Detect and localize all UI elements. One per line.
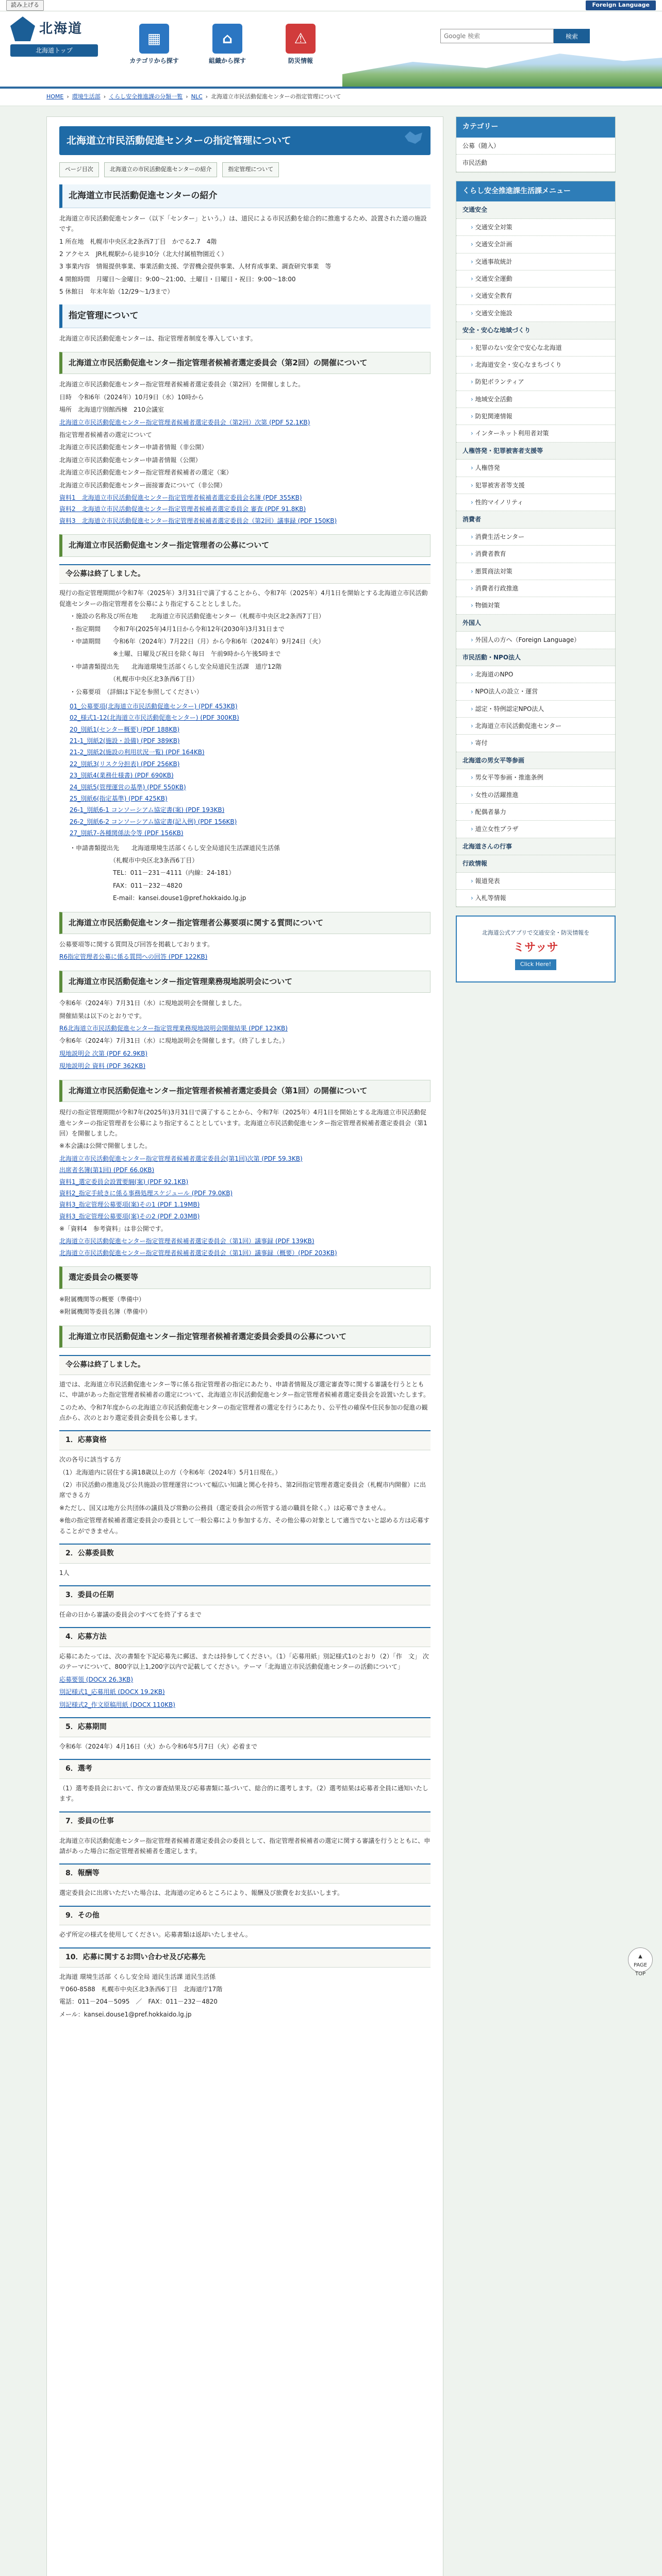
- page-top-label: PAGE TOP: [633, 1962, 648, 1977]
- s2-item: ・申請期間 令和6年（2024年）7月22日（月）から令和6年（2024年）9月24日（火）: [70, 637, 325, 645]
- menu-item[interactable]: › 犯罪のない安全で安心な北海道: [456, 340, 615, 357]
- pdf-link[interactable]: 資料3_指定管理公募要項(案)その2 (PDF 2.03MB): [59, 1212, 200, 1220]
- s7-question-heading: 2．公募委員数: [59, 1544, 431, 1564]
- foreign-language-button[interactable]: Foreign Language: [586, 1, 656, 10]
- menu-item[interactable]: › 悪質商法対策: [456, 563, 615, 580]
- site-header: [0, 11, 662, 89]
- s1-list-item: 北海道立市民活動促進センター面接審査について（非公開）: [59, 481, 226, 489]
- pdf-link[interactable]: 02_様式1-12(北海道立市民活動促進センター) (PDF 300KB): [70, 714, 239, 722]
- menu-item[interactable]: › 防犯ボランティア: [456, 374, 615, 391]
- category-box: [456, 116, 616, 173]
- s2-item: ・指定期間 令和7年(2025年)4月1日から令和12年(2030年)3月31日まで: [70, 625, 285, 633]
- s7-q3-text: 任命の日から審議の委員会のすべてを終了するまで: [59, 1611, 202, 1618]
- nav-organization-label: 組織から探す: [208, 57, 246, 64]
- menu-item[interactable]: › 交通安全教育: [456, 287, 615, 304]
- subsection-heading: 北海道立市民活動促進センター指定管理者候補者選定委員会（第2回）の開催について: [59, 352, 431, 375]
- pdf-link[interactable]: 21-2_別紙2(施設の利用状況一覧) (PDF 164KB): [70, 749, 205, 756]
- pdf-link[interactable]: 26-1_別紙6-1 コンソーシアム協定書(案) (PDF 193KB): [70, 806, 225, 814]
- s7-q1-line: ※他の指定管理者候補者選定委員会の委員として一般公募により参加する方、その他公募の対象として適当でないと認める方は応募することができません。: [59, 1517, 430, 1535]
- menu-item[interactable]: › 消費者教育: [456, 546, 615, 563]
- category-item[interactable]: 市民活動: [456, 155, 615, 172]
- pdf-link[interactable]: 23_別紙4(業務仕様書) (PDF 690KB): [70, 772, 174, 779]
- pdf-link[interactable]: 27_別紙7-各種関係法令等 (PDF 156KB): [70, 829, 184, 837]
- s4-text2: 令和6年（2024年）7月31日（水）に現地説明会を開催します。（終了しました。）: [59, 1037, 289, 1045]
- top-bar: [0, 0, 662, 11]
- contact-line: （札幌市中央区北3条西6丁目）: [70, 856, 198, 864]
- nav-organization[interactable]: [197, 24, 258, 81]
- s7-q2-text: 1人: [59, 1569, 70, 1577]
- s7-q10-line: メール：kansei.douse1@pref.hokkaido.lg.jp: [59, 2010, 192, 2018]
- contact-line: FAX：011－232－4820: [70, 882, 183, 889]
- s2-item: ※土曜、日曜及び祝日を除く毎日 午前9時から午後5時まで: [70, 650, 281, 658]
- category-item[interactable]: 公募（随入）: [456, 138, 615, 155]
- menu-item[interactable]: › 防犯関連情報: [456, 408, 615, 425]
- pdf-link[interactable]: 資料3_指定管理公募要項(案)その1 (PDF 1.19MB): [59, 1201, 200, 1209]
- menu-item[interactable]: › 消費生活センター: [456, 529, 615, 546]
- ad-click-button[interactable]: Click Here!: [515, 959, 556, 970]
- docx-link[interactable]: 応募要領 (DOCX 26.3KB): [59, 1675, 134, 1683]
- menu-item[interactable]: › 外国人の方へ（Foreign Language）: [456, 632, 615, 649]
- s7-q10-line: 北海道 環境生活部 くらし安全局 道民生活課 道民生活係: [59, 1973, 216, 1980]
- menu-group[interactable]: 外国人: [456, 615, 615, 632]
- pdf-link[interactable]: 資料3 北海道立市民活動促進センター指定管理者候補者選定委員会（第2回）議事録 (PDF 150KB): [59, 517, 337, 524]
- ended-notice: 令公募は終了しました。: [59, 564, 431, 584]
- pdf-link[interactable]: 21-1_別紙2(施設・設備) (PDF 389KB): [70, 737, 180, 745]
- docx-link[interactable]: 別記様式2_作文原稿用紙 (DOCX 110KB): [59, 1701, 175, 1708]
- intro-item: 3 事業内容 情報提供事業、事業活動支援、学習機会提供事業、人材育成事業、調査研究事業 等: [59, 263, 332, 270]
- toc-item[interactable]: ページ目次: [59, 162, 99, 177]
- subsection-heading: 北海道立市民活動促進センター指定管理業務現地説明会について: [59, 971, 431, 993]
- breadcrumb-item[interactable]: 環境生活部: [72, 93, 101, 100]
- s7-q1-line: 次の各号に該当する方: [59, 1456, 122, 1464]
- s7-question-heading: 1．応募資格: [59, 1430, 431, 1450]
- s2-item: （札幌市中央区北3条西6丁目）: [70, 675, 198, 683]
- header-landscape-image: [342, 45, 662, 87]
- menu-item[interactable]: › 交通安全計画: [456, 236, 615, 253]
- s2-item: ・公募要項 （詳細は下記を参照してください）: [70, 688, 203, 696]
- search-input[interactable]: [440, 29, 554, 43]
- subsection-heading: 選定委員会の概要等: [59, 1266, 431, 1289]
- search-form: [440, 29, 590, 43]
- sidebar: [456, 116, 616, 982]
- s4-note: 開催結果は以下のとおりです。: [59, 1012, 146, 1020]
- menu-item[interactable]: › 性的マイノリティ: [456, 494, 615, 511]
- pdf-link[interactable]: 24_別紙5(管理運営の基準) (PDF 550KB): [70, 783, 186, 791]
- breadcrumb-sep: ›: [67, 93, 69, 100]
- s7-text: 道では、北海道立市民活動促進センター等に係る指定管理者の指定にあたり、申請者情報及び選定審査等に関する審議を行うとともに、申請があった指定管理者候補者の選定について、北海道立市民活動促進センター指定管理者候補者選定委員会を設置いたします。: [59, 1380, 429, 1399]
- s7-question-heading: 8．報酬等: [59, 1863, 431, 1884]
- pdf-link[interactable]: 現地説明会 次第 (PDF 62.9KB): [59, 1049, 148, 1057]
- s5-minutes-links: [59, 1236, 431, 1258]
- pdf-link[interactable]: R6北海道立市民活動促進センター指定管理業務現地説明会開催結果 (PDF 123KB): [59, 1025, 288, 1032]
- subsection-heading: 北海道立市民活動促進センター指定管理者公募要項に関する質問について: [59, 912, 431, 935]
- pdf-link[interactable]: 北海道立市民活動促進センター指定管理者候補者選定委員会（第1回）議事録 (PDF 139KB): [59, 1238, 315, 1245]
- pdf-link[interactable]: 北海道立市民活動促進センター指定管理者候補者選定委員会(第1回)次第 (PDF 59.3KB): [59, 1155, 303, 1162]
- s2-item: ・申請書類提出先 北海道環境生活部くらし安全局道民生活課 道庁12階: [70, 663, 282, 670]
- read-aloud-button[interactable]: 読み上げる: [6, 0, 44, 11]
- breadcrumb-item[interactable]: くらし安全推進課の分類一覧: [109, 93, 183, 100]
- section-heading: 指定管理について: [59, 304, 431, 328]
- menu-item[interactable]: › 女性の活躍推進: [456, 787, 615, 804]
- category-heading: カテゴリー: [456, 117, 615, 138]
- breadcrumb-sep: ›: [205, 93, 208, 100]
- menu-item[interactable]: › 地域安全活動: [456, 391, 615, 408]
- s1-list-item: 北海道立市民活動促進センター申請者情報（公開）: [59, 456, 202, 464]
- s5-text: 現行の指定管理期間が令和7年(2025年)3月31日で満了することから、令和7年（2025年）4月1日を開始とする北海道立市民活動促進センターの指定管理者を公募により指定することとしています。北海道立市民活動促進センター指定管理者候補者選定委員会（第1回）を開催しました。: [59, 1109, 427, 1137]
- banner-ad[interactable]: [456, 916, 616, 982]
- menu-item[interactable]: › 北海道のNPO: [456, 666, 615, 683]
- logo-name: 北海道: [39, 21, 83, 37]
- breadcrumb-current: 北海道立市民活動促進センターの指定管理について: [211, 93, 341, 100]
- intro-item: 2 アクセス JR札幌駅から徒歩10分（北大付属植物園近く）: [59, 250, 228, 258]
- page-toc: [59, 162, 431, 177]
- contact-line: TEL：011－231－4111（内線：24-181）: [70, 869, 235, 877]
- menu-group[interactable]: 北海道の男女平等参画: [456, 752, 615, 769]
- section-heading: 北海道立市民活動促進センターの紹介: [59, 184, 431, 208]
- s1-list-item: 北海道立市民活動促進センター申請者情報（非公開）: [59, 444, 208, 451]
- logo-mark: [10, 16, 98, 41]
- contact-line: ・申請書類提出先 北海道環境生活部くらし安全局道民生活課道民生活係: [70, 844, 280, 852]
- s6-item: ※附属機関等の概要（準備中）: [59, 1295, 145, 1303]
- content-wrap: [0, 106, 662, 2576]
- s1-links: [59, 493, 431, 526]
- pdf-link[interactable]: 出席者名簿(第1回) (PDF 66.0KB): [59, 1166, 155, 1174]
- s7-q1-line: （1）北海道内に居住する満18歳以上の方（令和6年（2024年）5月1日現在。）: [59, 1468, 282, 1476]
- s1-item: 場所 北海道庁別館西棟 210会議室: [59, 406, 164, 414]
- menu-item[interactable]: › 寄付: [456, 735, 615, 752]
- pdf-link[interactable]: 資料1 北海道立市民活動促進センター指定管理者候補者選定委員会名簿 (PDF 355KB): [59, 494, 302, 501]
- breadcrumb-home[interactable]: HOME: [46, 93, 64, 100]
- s7-question-heading: 10．応募に関するお問い合わせ及び応募先: [59, 1947, 431, 1968]
- pdf-link[interactable]: 22_別紙3(リスク分担表) (PDF 256KB): [70, 760, 180, 768]
- hokkaido-top-link[interactable]: 北海道トップ: [10, 44, 98, 57]
- menu-group[interactable]: 北海道さんの行事: [456, 838, 615, 855]
- shitei-text: 北海道立市民活動促進センターは、指定管理者制度を導入しています。: [59, 334, 257, 342]
- s2-links: [70, 701, 431, 839]
- intro-text: 北海道立市民活動促進センター（以下「センター」という。）は、道民による市民活動を総合的に推進するため、設置された道の施設です。: [59, 214, 427, 233]
- main-content: [46, 116, 443, 2576]
- site-logo[interactable]: [10, 16, 98, 78]
- s5-note: ※本会議は公開で開催しました。: [59, 1142, 152, 1150]
- read-aloud-area: [6, 0, 44, 11]
- s3-text: 公募要項等に関する質問及び回答を掲載しております。: [59, 941, 214, 948]
- menu-group[interactable]: 消費者: [456, 511, 615, 528]
- pdf-link[interactable]: 01_公募要項(北海道立市民活動促進センター) (PDF 453KB): [70, 702, 238, 710]
- pdf-link[interactable]: 資料2_指定手続きに係る事務処理スケジュール (PDF 79.0KB): [59, 1189, 233, 1197]
- menu-group[interactable]: 市民活動・NPO法人: [456, 649, 615, 666]
- menu-item[interactable]: › 入札等情報: [456, 890, 615, 907]
- menu-item[interactable]: › NPO法人の設立・運営: [456, 683, 615, 700]
- s1-list-item: 北海道立市民活動促進センター指定管理者候補者の選定（案）: [59, 469, 233, 477]
- docx-link[interactable]: 別記様式1_応募用紙 (DOCX 19.2KB): [59, 1688, 165, 1696]
- page-title: 北海道立市民活動促進センターの指定管理について: [59, 126, 431, 155]
- menu-item[interactable]: › 報道発表: [456, 873, 615, 890]
- s6-item: ※附属機関等委員名簿（準備中）: [59, 1308, 152, 1316]
- s5-note2: ※「資料4 参考資料」は非公開です。: [59, 1225, 167, 1233]
- pdf-link[interactable]: 25_別紙6(指定基準) (PDF 425KB): [70, 795, 168, 803]
- s2-item: ・施設の名称及び所在地 北海道立市民活動促進センター（札幌市中央区北2条西7丁目）: [70, 613, 325, 620]
- contact-line: E-mail：kansei.douse1@pref.hokkaido.lg.jp: [70, 894, 246, 902]
- s7-question-heading: 5．応募期間: [59, 1717, 431, 1737]
- disaster-icon: ⚠: [286, 24, 316, 54]
- pdf-link[interactable]: 資料1_選定委員会設置要綱(案) (PDF 92.1KB): [59, 1178, 189, 1185]
- s1-text: 北海道立市民活動促進センター指定管理者候補者選定委員会（第2回）を開催しました。: [59, 381, 305, 388]
- organization-icon: ⌂: [212, 24, 242, 54]
- s7-q10-line: 〒060-8588 札幌市中央区北3条西6丁目 北海道庁17階: [59, 1985, 223, 1993]
- header-nav: [124, 16, 331, 81]
- pdf-link[interactable]: 資料2 北海道立市民活動促進センター指定管理者候補者選定委員会 審査 (PDF 91.8KB): [59, 505, 306, 513]
- s4-text: 令和6年（2024年）7月31日（水）に現地説明会を開催しました。: [59, 999, 246, 1007]
- s1-item: 日時 令和6年（2024年）10月9日（水）10時から: [59, 393, 204, 401]
- s2-text: 現行の指定管理期間が令和7年（2025年）3月31日で満了することから、令和7年（2025年）4月1日を開始とする北海道立市民活動促進センターの指定管理者を公募により指定することとしました。: [59, 589, 428, 607]
- s7-q1-line: ※ただし、国又は地方公共団体の議員及び常勤の公務員（選定委員会の所管する道の職員を除く。）は応募できません。: [59, 1504, 390, 1512]
- nav-category-label: カテゴリから探す: [129, 57, 179, 64]
- s7-question-heading: 4．応募方法: [59, 1627, 431, 1647]
- hokkaido-emblem-icon: [10, 16, 35, 41]
- s7-text2: このため、令和7年度からの北海道立市民活動促進センターの指定管理者の選定を行うにあたり、公平性の確保や住民参加の促進の観点から、次のとおり選定委員会委員を公募します。: [59, 1403, 428, 1421]
- side-menu: [456, 201, 615, 907]
- menu-item[interactable]: › 認定・特例認定NPO法人: [456, 701, 615, 718]
- pdf-link[interactable]: 北海道立市民活動促進センター指定管理者候補者選定委員会（第1回）議事録（概要）(PDF 203KB): [59, 1249, 337, 1257]
- menu-group[interactable]: 交通安全: [456, 201, 615, 218]
- menu-item[interactable]: › 交通安全対策: [456, 219, 615, 236]
- search-button[interactable]: 検索: [554, 29, 590, 43]
- ad-line1: 北海道公式アプリで交通安全・防災情報を: [482, 929, 590, 936]
- s7-q7-text: 北海道立市民活動促進センター指定管理者候補者選定委員会の委員として、指定管理者候補者の選定に関する審議を行うとともに、申請があった場合に指定管理者候補者を選定します。: [59, 1837, 431, 1855]
- s7-question-heading: 9．その他: [59, 1906, 431, 1926]
- subsection-heading: 北海道立市民活動促進センター指定管理者候補者選定委員会委員の公募について: [59, 1326, 431, 1348]
- s7-q10-line: 電話：011－204－5095 ／ FAX：011－232－4820: [59, 1998, 218, 2006]
- intro-item: 5 休館日 年末年始（12/29～1/3まで）: [59, 288, 174, 296]
- menu-item[interactable]: › 配偶者暴力: [456, 804, 615, 821]
- menu-item[interactable]: › 消費者行政推進: [456, 580, 615, 597]
- nav-disaster-label: 防災情報: [288, 57, 313, 64]
- category-icon: ▦: [139, 24, 169, 54]
- pdf-link[interactable]: R6指定管理者公募に係る質問への回答 (PDF 122KB): [59, 953, 208, 961]
- s7-q1-line: （2）市民活動の推進及び公共施設の管理運営について幅広い知識と関心を持ち、第2回指定管理者選定委員会（札幌市内開催）に出席できる方: [59, 1481, 426, 1499]
- breadcrumb-item[interactable]: NLC: [191, 93, 203, 100]
- menu-item[interactable]: › 物価対策: [456, 597, 615, 614]
- s7-q9-text: 必ず所定の様式を使用してください。応募書類は返却いたしません。: [59, 1931, 252, 1939]
- pdf-link[interactable]: 20_別紙1(センター概要) (PDF 188KB): [70, 725, 180, 733]
- menu-box: [456, 181, 616, 908]
- s7-q8-text: 選定委員会に出席いただいた場合は、北海道の定めるところにより、報酬及び旅費をお支払いします。: [59, 1889, 344, 1897]
- s7-q5-text: 令和6年（2024年）4月16日（火）から令和6年5月7日（火）必着まで: [59, 1742, 257, 1750]
- menu-item[interactable]: › 北海道安全・安心なまちづくり: [456, 357, 615, 374]
- s7-q6-text: （1）選考委員会において、作文の審査結果及び応募書類に基づいて、総合的に選考します。（2）選考結果は応募者全員に通知いたします。: [59, 1785, 428, 1803]
- menu-group[interactable]: 行政情報: [456, 855, 615, 872]
- intro-item: 1 所在地 札幌市中央区北2条西7丁目 かでる2.7 4階: [59, 238, 217, 245]
- s7-q4-text: 応募にあたっては、次の書類を下記応募先に郵送、または持参してください。（1）「応募用紙」別記様式1のとおり（2）「作 文」 次のテーマについて、800字以上1,200字以内で記載してください。テーマ「北海道立市民活動促進センターの活動について」: [59, 1653, 429, 1671]
- s1-list-item: 指定管理者候補者の選定について: [59, 431, 152, 438]
- menu-group[interactable]: 人権啓発・犯罪被害者支援等: [456, 443, 615, 460]
- breadcrumb: [0, 89, 662, 106]
- s7-question-heading: 7．委員の仕事: [59, 1811, 431, 1832]
- menu-item[interactable]: › 交通安全運動: [456, 270, 615, 287]
- pdf-link[interactable]: 26-2_別紙6-2 コンソーシアム協定書(記入例) (PDF 156KB): [70, 818, 237, 825]
- menu-item[interactable]: › 北海道立市民活動促進センター: [456, 718, 615, 735]
- menu-heading: くらし安全推進課生活課メニュー: [456, 181, 615, 202]
- menu-item[interactable]: › 交通事故統計: [456, 253, 615, 270]
- nav-category[interactable]: [124, 24, 185, 81]
- toc-item[interactable]: 北海道立の市民活動促進センターの紹介: [104, 162, 218, 177]
- menu-item[interactable]: › インターネット利用者対策: [456, 425, 615, 442]
- menu-item[interactable]: › 人権啓発: [456, 460, 615, 477]
- breadcrumb-sep: ›: [186, 93, 188, 100]
- s5-links: [59, 1154, 431, 1222]
- menu-item[interactable]: › 男女平等参画・推進条例: [456, 769, 615, 786]
- s7-question-heading: 6．選考: [59, 1759, 431, 1779]
- subsection-heading: 北海道立市民活動促進センター指定管理者候補者選定委員会（第1回）の開催について: [59, 1080, 431, 1103]
- arrow-up-icon: ▲: [638, 1954, 642, 1959]
- ended-notice: 令公募は終了しました。: [59, 1355, 431, 1375]
- menu-item[interactable]: › 犯罪被害者等支援: [456, 477, 615, 494]
- intro-item: 4 開館時間 月曜日～金曜日：9:00～21:00、土曜日・日曜日・祝日：9:00～18:00: [59, 275, 296, 283]
- breadcrumb-sep: ›: [103, 93, 106, 100]
- page-top-button[interactable]: [628, 1947, 653, 1977]
- pdf-link[interactable]: 現地説明会 資料 (PDF 362KB): [59, 1062, 146, 1070]
- menu-item[interactable]: › 道立女性プラザ: [456, 821, 615, 838]
- ad-line2: ミサッサ: [513, 941, 558, 954]
- nav-disaster[interactable]: [270, 24, 331, 81]
- menu-item[interactable]: › 交通安全施設: [456, 305, 615, 322]
- toc-item[interactable]: 指定管理について: [222, 162, 279, 177]
- pdf-link[interactable]: 北海道立市民活動促進センター指定管理者候補者選定委員会（第2回）次第 (PDF 52.1KB): [59, 418, 310, 426]
- menu-group[interactable]: 安全・安心な地域づくり: [456, 322, 615, 339]
- subsection-heading: 北海道立市民活動促進センター指定管理者の公募について: [59, 534, 431, 557]
- s7-question-heading: 3．委員の任期: [59, 1585, 431, 1605]
